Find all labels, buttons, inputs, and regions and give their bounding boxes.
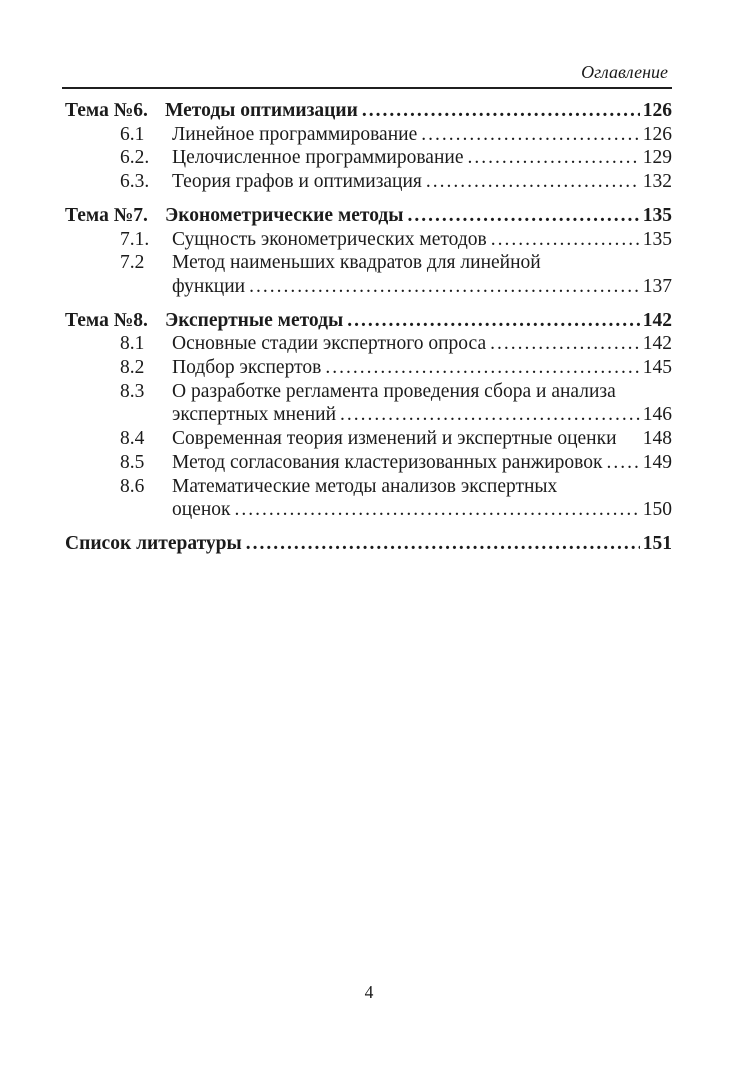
toc-entry-title: Метод согласования кластеризованных ранжировок [172,451,603,473]
toc-entry-title: Список литературы [65,532,242,554]
toc-entry-line [172,228,672,252]
toc-entry-body [165,309,672,333]
toc-entry-line [172,380,672,404]
dot-leader [245,275,640,299]
toc-entry [62,204,672,228]
toc-entry-line [172,403,672,427]
toc-entry-page: 137 [642,275,672,297]
toc-entry-body [165,99,672,123]
dot-leader [486,332,640,356]
toc-entry-number: Тема №8. [65,309,148,331]
toc-entry-title: Подбор экспертов [172,357,322,379]
toc-entry-body [172,332,672,356]
dot-leader [358,99,640,123]
toc-entry-title: Современная теория изменений и экспертные оценки [172,428,617,450]
dot-leader [321,356,639,380]
toc-entry-line [165,99,672,123]
toc-entry-number: 8.4 [120,428,145,450]
toc-entry-title: Теория графов и оптимизация [172,171,422,193]
toc-entry-number: 8.2 [120,357,145,379]
toc-entry-number: Тема №7. [65,204,148,226]
toc-entry-number: 8.6 [120,475,145,497]
toc-entry-body [172,228,672,252]
toc-entry-page: 145 [642,357,672,379]
toc-entry-body [172,427,672,451]
toc-entry-body [172,451,672,475]
toc-entry-body [172,380,672,427]
toc-entry-title: Целочисленное программирование [172,147,464,169]
toc-entry-body [165,204,672,228]
toc-entry-line [172,451,672,475]
toc-entry-page: 149 [642,451,672,473]
toc-entry-line [165,204,672,228]
toc-entry-page: 129 [642,147,672,169]
toc-entry-line [172,146,672,170]
dot-leader [404,204,640,228]
toc-entry [62,309,672,333]
toc-entry-body [172,251,672,298]
dot-leader [602,451,639,475]
toc-entry-body [172,146,672,170]
toc-entry-title-continued: функции [172,275,246,297]
toc-entry-page: 150 [642,499,672,521]
toc-entry-body [172,170,672,194]
page-header [62,62,672,89]
running-header-title: Оглавление [581,62,668,82]
toc-entry [62,332,672,356]
toc-entry-page: 135 [642,204,672,226]
toc-entry-line [165,309,672,333]
toc-entry [62,475,672,522]
toc-entry [62,451,672,475]
toc-entry-page: 135 [642,228,672,250]
toc-entry-number: 8.1 [120,333,145,355]
toc-entry-page: 126 [642,100,672,121]
toc-entry-title: Основные стадии экспертного опроса [172,333,487,355]
toc-entry-title-continued: оценок [172,499,231,521]
toc-entry-number: 8.5 [120,451,145,473]
toc-entry-line [172,332,672,356]
toc-entry-number: Тема №6. [65,100,148,121]
toc-entry-number: 6.2. [120,147,150,169]
toc-entry [62,427,672,451]
toc-entry-body [172,356,672,380]
toc-entry-title: О разработке регламента проведения сбора и анализа [172,380,616,402]
toc-entry [62,146,672,170]
toc-entry-body [172,475,672,522]
toc-entry-body [172,123,672,147]
toc-entry [62,532,672,556]
toc-entry-title: Экспертные методы [165,309,344,331]
toc-entry-page: 151 [642,532,672,554]
toc-entry-line [65,532,672,556]
toc-entry-number: 8.3 [120,380,145,402]
toc-entry-page: 126 [642,123,672,145]
dot-leader [422,170,640,194]
toc-entry-title: Математические методы анализов экспертных [172,475,558,497]
toc-entry-line [172,427,672,451]
toc-entry-page: 142 [642,333,672,355]
toc-entry [62,170,672,194]
toc-entry-line [172,170,672,194]
toc-entry-page: 132 [642,171,672,193]
toc-entry-line [172,251,672,275]
toc-entry-line [172,275,672,299]
toc-entry-title-continued: экспертных мнений [172,404,337,426]
toc-entry-title: Метод наименьших квадратов для линейной [172,252,541,274]
toc-entry-title: Линейное программирование [172,123,418,145]
toc-entry-line [172,123,672,147]
toc-entry-number: 7.1. [120,228,150,250]
toc-list [62,99,672,556]
dot-leader [336,403,640,427]
toc-entry [62,228,672,252]
dot-leader [343,309,640,333]
header-rule [62,87,672,89]
toc-entry-line [172,498,672,522]
dot-leader [487,228,640,252]
toc-entry-page: 142 [642,309,672,331]
toc-entry-body [65,532,672,556]
toc-entry [62,99,672,123]
toc-entry-title: Методы оптимизации [165,100,358,121]
toc-entry-page: 148 [642,428,672,450]
toc-entry-title: Эконометрические методы [165,204,404,226]
toc-entry [62,123,672,147]
toc-entry-line [172,356,672,380]
toc-entry-number: 6.1 [120,123,145,145]
dot-leader [417,123,640,147]
toc-entry-line [172,475,672,499]
toc-entry [62,356,672,380]
dot-leader [463,146,639,170]
page-number: 4 [364,982,374,1002]
dot-leader [231,498,640,522]
dot-leader [242,532,640,556]
toc-entry [62,380,672,427]
toc-entry-number: 7.2 [120,252,145,274]
toc-entry [62,251,672,298]
toc-entry-number: 6.3. [120,171,150,193]
toc-entry-title: Сущность эконометрических методов [172,228,487,250]
toc-entry-page: 146 [642,404,672,426]
